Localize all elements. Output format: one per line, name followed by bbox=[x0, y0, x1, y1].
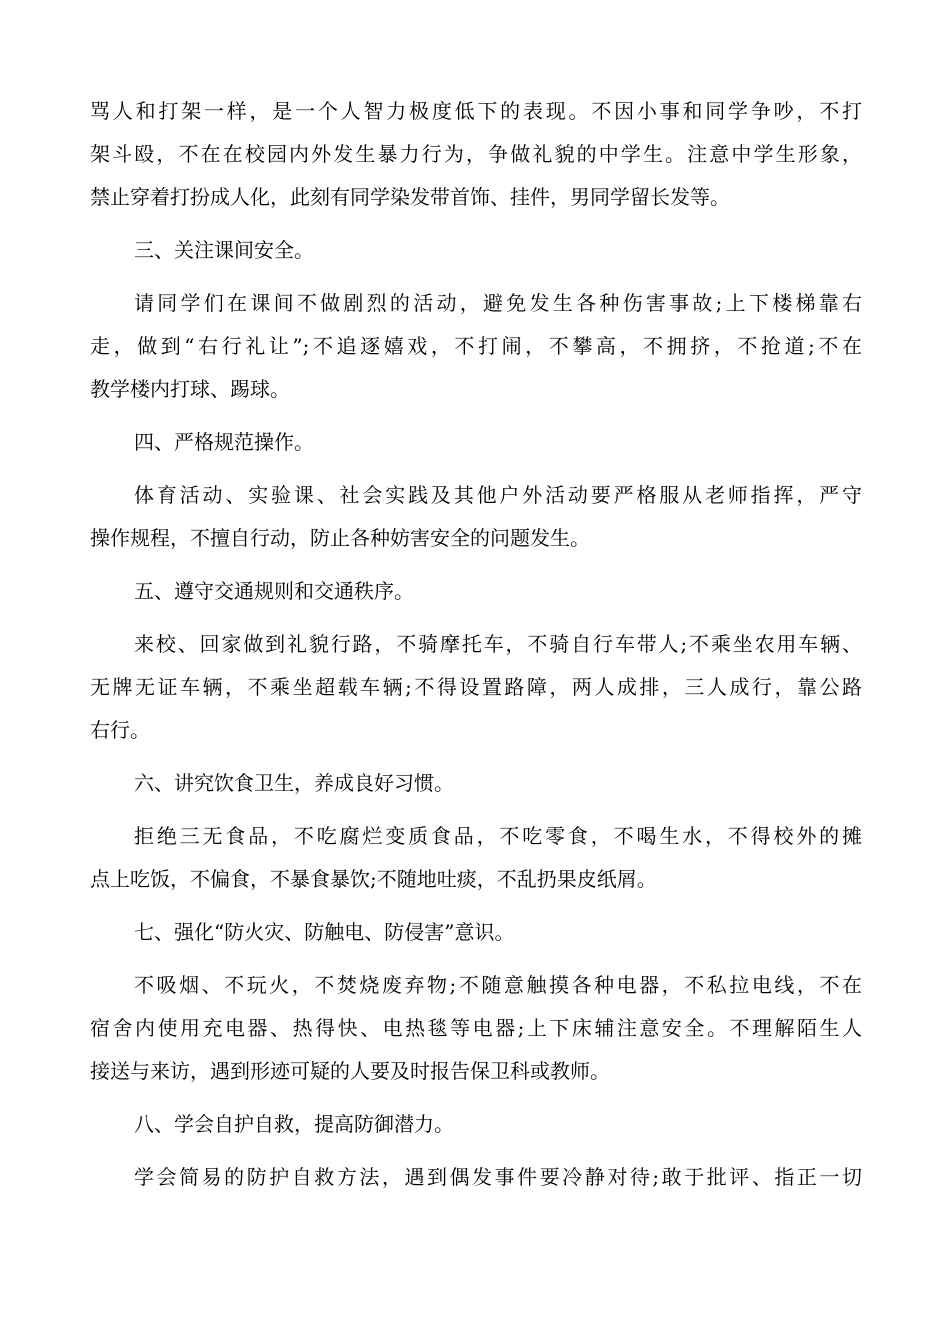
section-heading-3 bbox=[90, 229, 862, 272]
heading-text: 六、讲究饮食卫生，养成良好习惯。 bbox=[134, 771, 454, 795]
paragraph-traffic bbox=[90, 623, 862, 752]
heading-text: 八、学会自护自救，提高防御潜力。 bbox=[134, 1112, 454, 1136]
paragraph-conduct bbox=[90, 90, 862, 219]
heading-text: 三、关注课间安全。 bbox=[134, 238, 314, 262]
section-heading-5 bbox=[90, 570, 862, 613]
text-line: 宿舍内使用充电器、热得快、电热毯等电器;上下床辅注意安全。不理解陌生人 bbox=[90, 1016, 862, 1040]
text-line: 骂人和打架一样，是一个人智力极度低下的表现。不因小事和同学争吵，不打 bbox=[90, 99, 862, 123]
heading-text: 五、遵守交通规则和交通秩序。 bbox=[134, 579, 414, 603]
text-line: 无牌无证车辆，不乘坐超载车辆;不得设置路障，两人成排，三人成行，靠公路 bbox=[90, 675, 862, 699]
text-line: 不吸烟、不玩火，不焚烧废弃物;不随意触摸各种电器，不私拉电线，不在 bbox=[134, 973, 862, 997]
text-line: 点上吃饭，不偏食，不暴食暴饮;不随地吐痰，不乱扔果皮纸屑。 bbox=[90, 867, 657, 891]
text-line: 禁止穿着打扮成人化，此刻有同学染发带首饰、挂件，男同学留长发等。 bbox=[90, 185, 730, 209]
text-line: 学会简易的防护自救方法，遇到偶发事件要冷静对待;敢于批评、指正一切 bbox=[134, 1165, 862, 1189]
text-line: 接送与来访，遇到形迹可疑的人要及时报告保卫科或教师。 bbox=[90, 1059, 610, 1083]
paragraph-fire-electric bbox=[90, 964, 862, 1093]
heading-text: 四、严格规范操作。 bbox=[134, 430, 314, 454]
document-page bbox=[90, 90, 862, 1209]
text-line: 右行。 bbox=[90, 718, 150, 742]
text-line: 来校、回家做到礼貌行路，不骑摩托车，不骑自行车带人;不乘坐农用车辆、 bbox=[134, 632, 862, 656]
text-line: 操作规程，不擅自行动，防止各种妨害安全的问题发生。 bbox=[90, 526, 590, 550]
section-heading-6 bbox=[90, 762, 862, 805]
section-heading-8 bbox=[90, 1103, 862, 1146]
heading-text: 七、强化“防火灾、防触电、防侵害”意识。 bbox=[134, 920, 515, 944]
text-line: 拒绝三无食品，不吃腐烂变质食品，不吃零食，不喝生水，不得校外的摊 bbox=[134, 824, 862, 848]
paragraph-food-hygiene bbox=[90, 815, 862, 901]
section-heading-7 bbox=[90, 911, 862, 954]
text-line: 教学楼内打球、踢球。 bbox=[90, 377, 290, 401]
text-line: 请同学们在课间不做剧烈的活动，避免发生各种伤害事故;上下楼梯靠右 bbox=[134, 291, 862, 315]
paragraph-break-safety bbox=[90, 282, 862, 411]
paragraph-operation-rules bbox=[90, 474, 862, 560]
text-line: 走，做到“右行礼让”;不追逐嬉戏，不打闹，不攀高，不拥挤，不抢道;不在 bbox=[90, 334, 862, 358]
text-line: 架斗殴，不在在校园内外发生暴力行为，争做礼貌的中学生。注意中学生形象， bbox=[90, 142, 862, 166]
section-heading-4 bbox=[90, 421, 862, 464]
text-line: 体育活动、实验课、社会实践及其他户外活动要严格服从老师指挥，严守 bbox=[134, 483, 862, 507]
paragraph-self-protection bbox=[90, 1156, 862, 1199]
